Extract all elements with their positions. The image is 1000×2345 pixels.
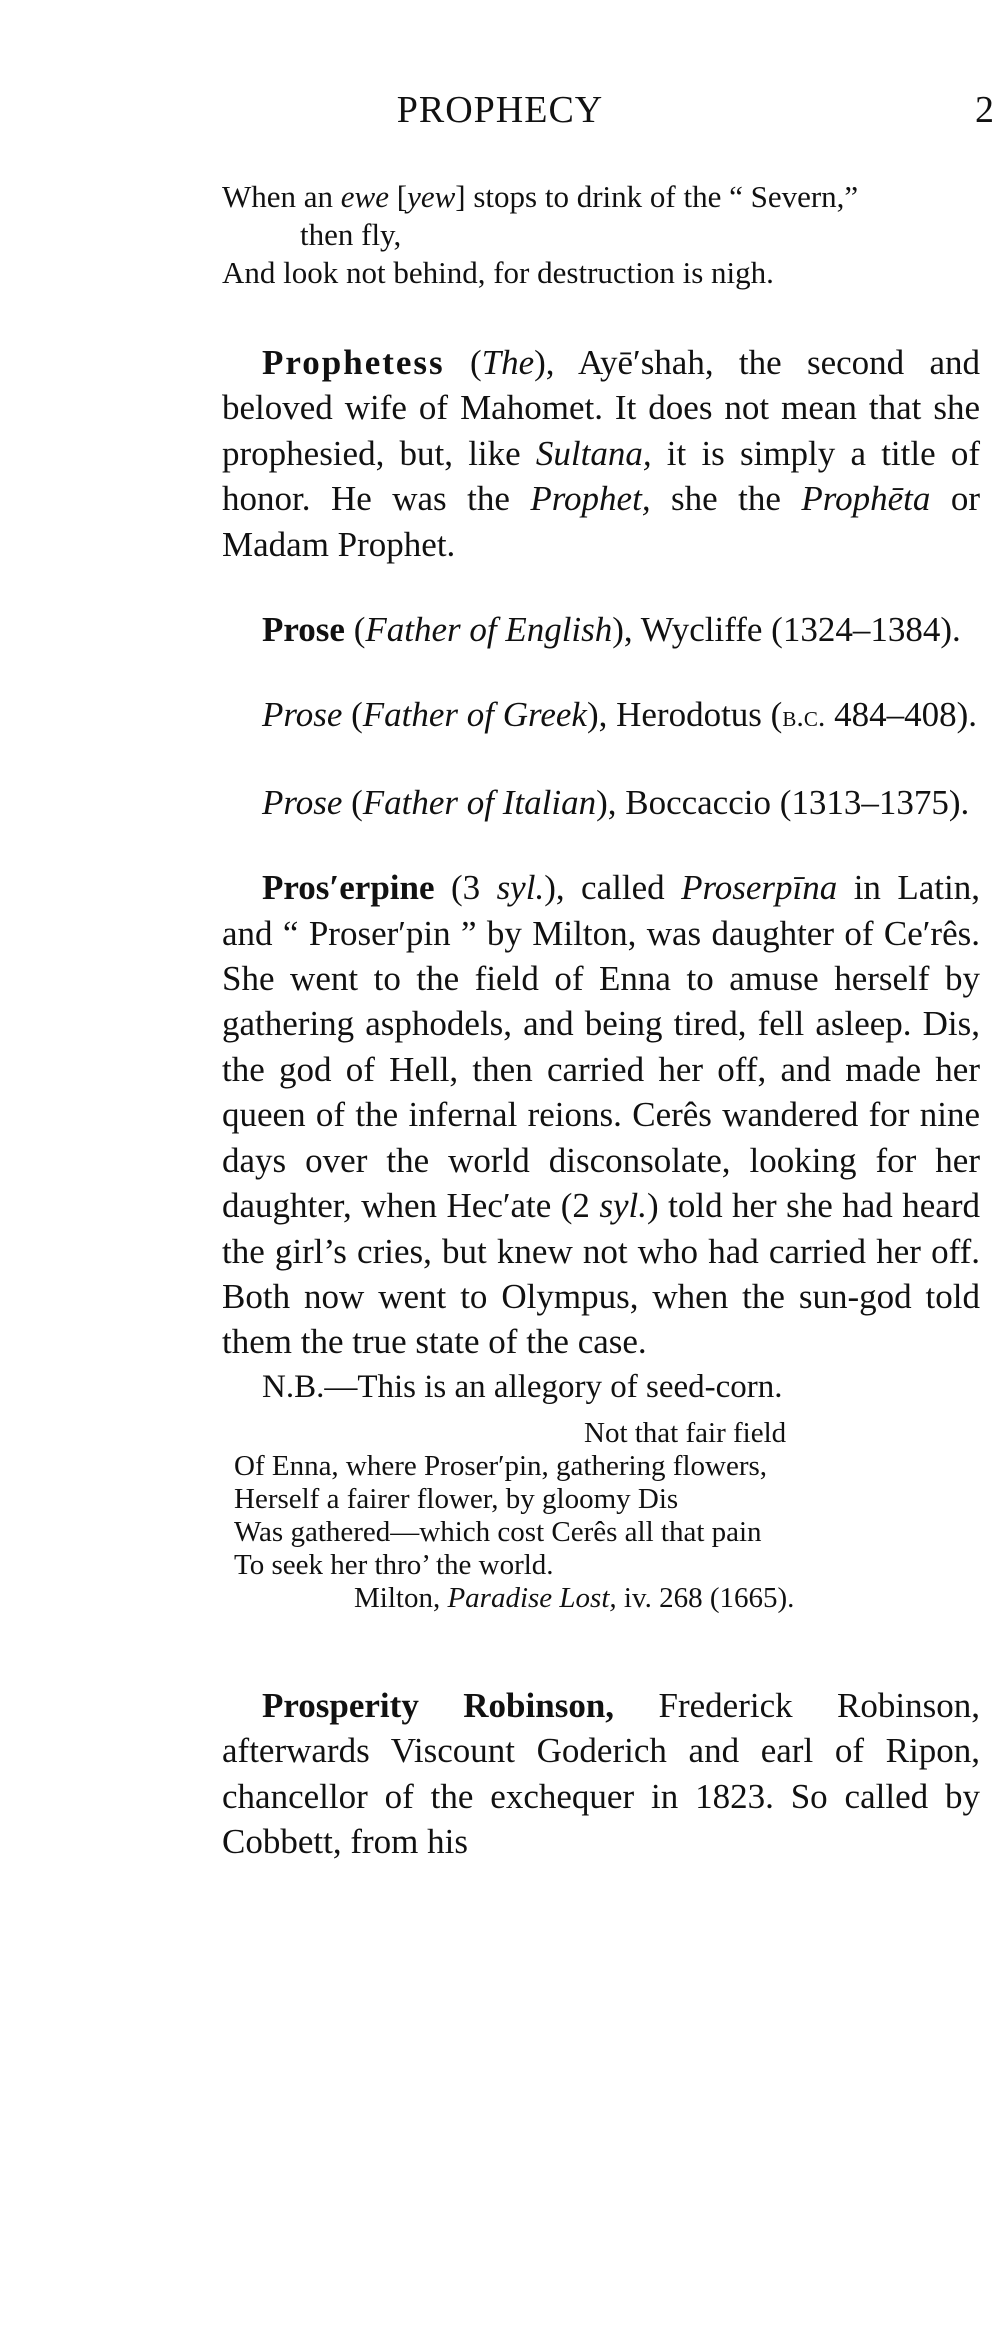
headword: Prose xyxy=(262,782,343,822)
note-allegory: N.B.—This is an allegory of seed-corn. xyxy=(262,1368,783,1405)
verse-quotation-milton xyxy=(234,1417,980,1615)
verse-quotation-top xyxy=(222,178,980,292)
verse-line-3: And look not behind, for destruction is nigh. xyxy=(222,255,774,290)
entry-prose-english: Prose (Father of English), Wycliffe (1324–1384). xyxy=(262,610,961,650)
entry-proserpine: Pros′erpine (3 syl.), called Proserpīna in Latin, and “ Proser′pin ” by Milton, was daughter of Ce′rês. She went to the field of Enna to amuse herself by gathering asphodels, and being tired, fell asleep. Dis, the god of Hell, then carried her off, and made her queen of the infernal reions. Cerês wandered for nine days over the world disconsolate, looking for her daughter, when Hec′ate (2 syl.) told her she had heard the girl’s cries, but knew not who had carried her off. Both now went to Olympus, when the sun-god told them the true state of the case. xyxy=(222,868,980,1362)
page-number: 2 xyxy=(975,89,994,131)
quote-line-2: Of Enna, where Proser′pin, gathering flowers, xyxy=(234,1449,768,1482)
headword: Prosperity Robinson, xyxy=(262,1685,615,1725)
verse-line-1: When an ewe [yew] stops to drink of the “ Severn,” xyxy=(222,179,859,214)
headword: Pros′erpine xyxy=(262,868,435,908)
entry-prose-italian: Prose (Father of Italian), Boccaccio (1313–1375). xyxy=(262,782,970,822)
quote-citation: Milton, Paradise Lost, iv. 268 (1665). xyxy=(354,1581,795,1614)
quote-line-3: Herself a fairer flower, by gloomy Dis xyxy=(234,1482,679,1515)
headword: Prose xyxy=(262,610,345,650)
entry-prose-greek: Prose (Father of Greek), Herodotus (b.c. 484–408). xyxy=(262,695,977,735)
verse-line-2: then fly, xyxy=(300,217,402,252)
running-head: PROPHECY xyxy=(396,89,604,131)
page-header xyxy=(0,88,1000,138)
entry-prosperity-robinson: Prosperity Robinson, Frederick Robinson, afterwards Viscount Goderich and earl of Ripon, chancellor of the exchequer in 1823. So called by Cobbett, from his xyxy=(222,1685,980,1861)
headword: Prose xyxy=(262,695,343,735)
headword: Prophetess xyxy=(262,343,445,382)
quote-line-4: Was gathered—which cost Cerês all that pain xyxy=(234,1515,762,1548)
quote-line-1: Not that fair field xyxy=(584,1416,787,1449)
entry-prophetess: Prophetess (The), Ayē′shah, the second and beloved wife of Mahomet. It does not mean that she prophesied, but, like Sultana, it is simply a title of honor. He was the Prophet, she the Prophēta or Madam Prophet. xyxy=(222,343,980,564)
entries xyxy=(222,340,980,1904)
quote-line-5: To seek her thro’ the world. xyxy=(234,1548,554,1581)
